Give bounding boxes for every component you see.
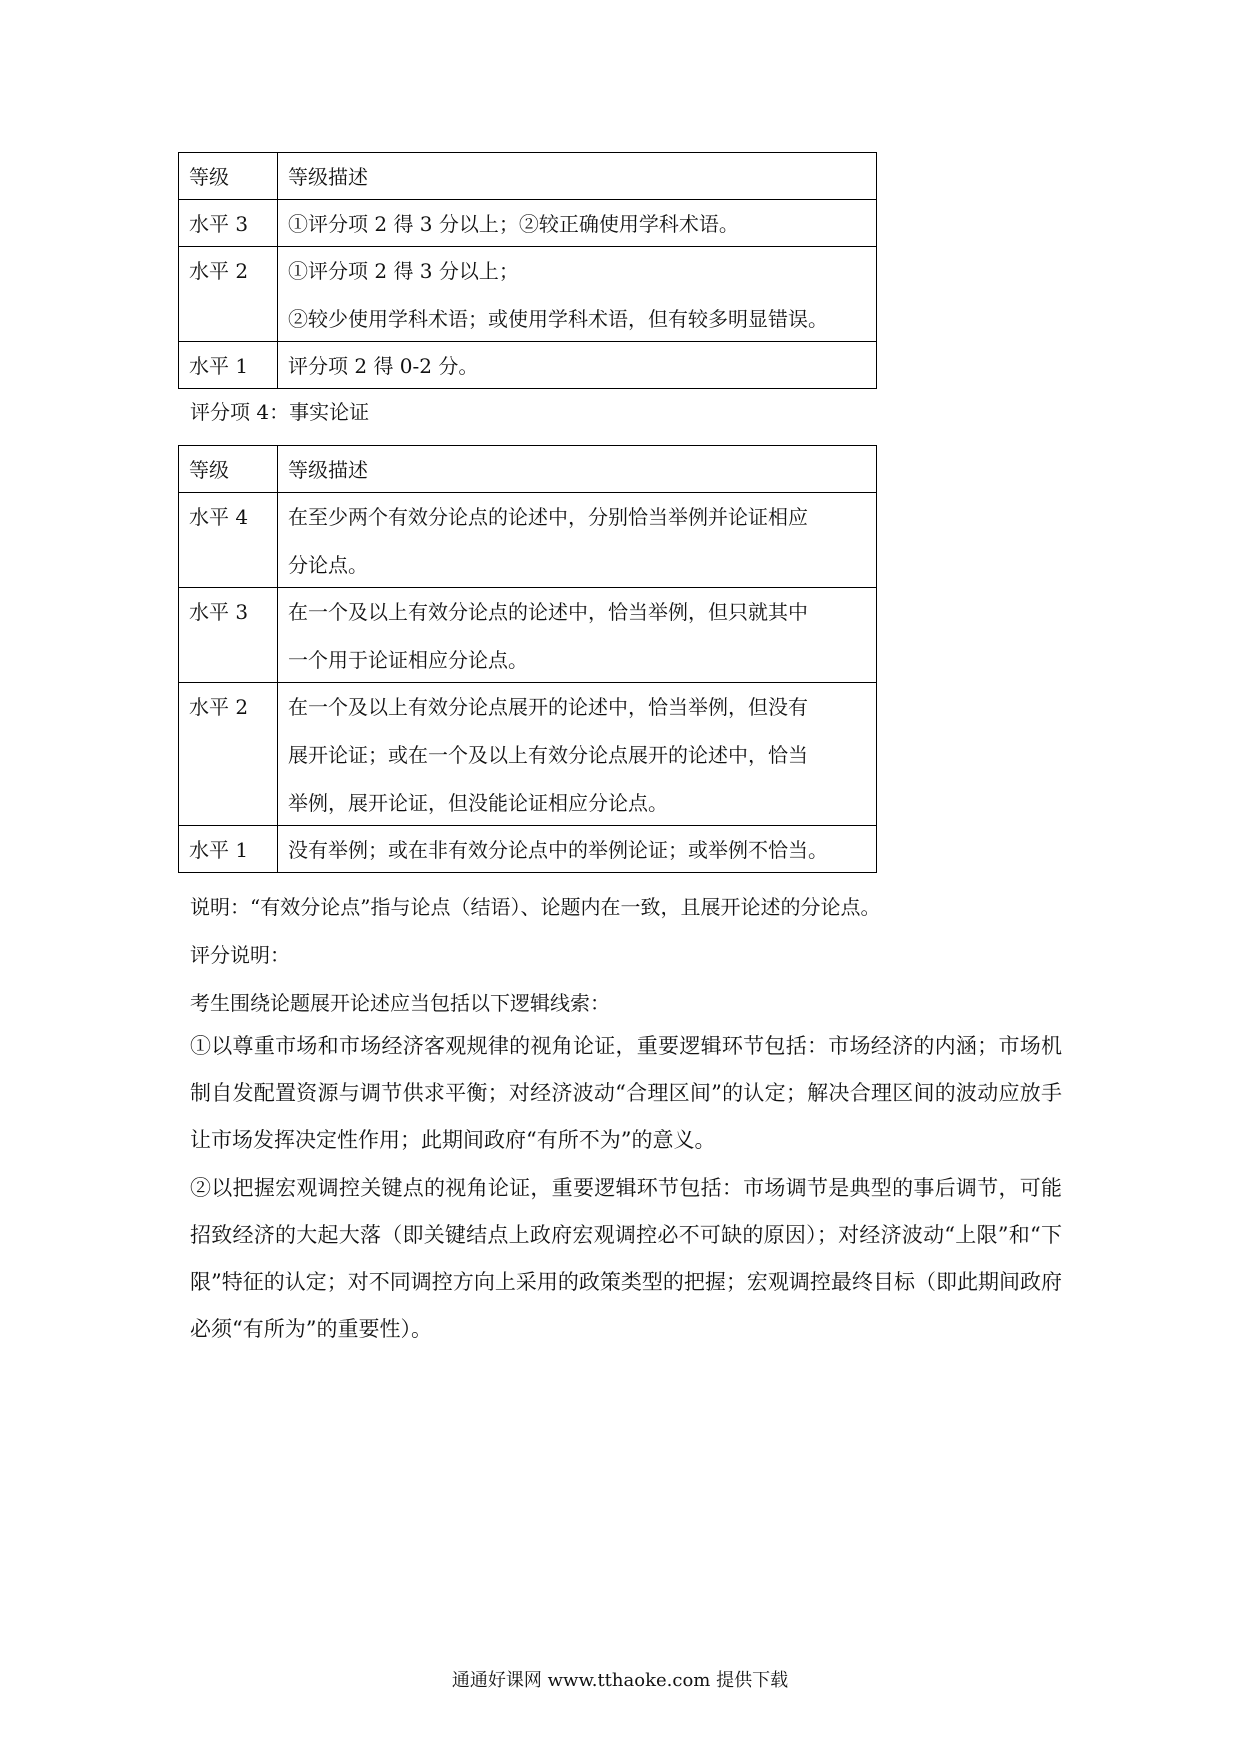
level-cell: 水平 1 bbox=[179, 826, 278, 873]
level-cell: 水平 1 bbox=[179, 342, 278, 389]
note-text: 说明：“有效分论点”指与论点（结语）、论题内在一致，且展开论述的分论点。 bbox=[190, 895, 881, 919]
rubric-table-item3 bbox=[178, 152, 877, 389]
header-level-cell: 等级 bbox=[179, 153, 278, 200]
table-row bbox=[179, 826, 877, 873]
header-desc-cell: 等级描述 bbox=[278, 446, 877, 493]
table-row bbox=[179, 493, 877, 588]
logic-point-2: ②以把握宏观调控关键点的视角论证，重要逻辑环节包括：市场调节是典型的事后调节，可能招致经济的大起大落（即关键结点上政府宏观调控必不可缺的原因）；对经济波动“上限”和“下限”特征的认定；对不同调控方向上采用的政策类型的把握；宏观调控最终目标（即此期间政府必须“有所为”的重要性）。 bbox=[190, 1176, 1062, 1341]
desc-cell: 在一个及以上有效分论点展开的论述中，恰当举例，但没有 展开论证；或在一个及以上有效分论点展开的论述中，恰当 举例，展开论证，但没能论证相应分论点。 bbox=[278, 683, 877, 826]
table-row bbox=[179, 683, 877, 826]
header-desc-cell: 等级描述 bbox=[278, 153, 877, 200]
intro-text: 考生围绕论题展开论述应当包括以下逻辑线索： bbox=[190, 991, 610, 1015]
scoring-title: 评分说明： bbox=[190, 943, 290, 967]
header-level-cell: 等级 bbox=[179, 446, 278, 493]
table-row bbox=[179, 247, 877, 342]
desc-cell: 评分项 2 得 0-2 分。 bbox=[278, 342, 877, 389]
rubric-table-item4 bbox=[178, 445, 877, 873]
desc-cell: ①评分项 2 得 3 分以上；②较正确使用学科术语。 bbox=[278, 200, 877, 247]
level-cell: 水平 2 bbox=[179, 247, 278, 342]
desc-cell: 在一个及以上有效分论点的论述中，恰当举例，但只就其中 一个用于论证相应分论点。 bbox=[278, 588, 877, 683]
level-cell: 水平 2 bbox=[179, 683, 278, 826]
table-header-row bbox=[179, 153, 877, 200]
level-cell: 水平 3 bbox=[179, 200, 278, 247]
table-row bbox=[179, 200, 877, 247]
desc-cell: 没有举例；或在非有效分论点中的举例论证；或举例不恰当。 bbox=[278, 826, 877, 873]
table-row bbox=[179, 588, 877, 683]
level-cell: 水平 4 bbox=[179, 493, 278, 588]
logic-point-1: ①以尊重市场和市场经济客观规律的视角论证，重要逻辑环节包括：市场经济的内涵；市场机制自发配置资源与调节供求平衡；对经济波动“合理区间”的认定；解决合理区间的波动应放手让市场发挥决定性作用；此期间政府“有所不为”的意义。 bbox=[190, 1034, 1062, 1152]
level-cell: 水平 3 bbox=[179, 588, 278, 683]
footer-credit: 通通好课网 www.tthaoke.com 提供下载 bbox=[451, 1670, 789, 1691]
item4-title: 评分项 4：事实论证 bbox=[190, 400, 370, 424]
desc-cell: ①评分项 2 得 3 分以上； ②较少使用学科术语；或使用学科术语，但有较多明显错误。 bbox=[278, 247, 877, 342]
table-header-row bbox=[179, 446, 877, 493]
desc-cell: 在至少两个有效分论点的论述中，分别恰当举例并论证相应 分论点。 bbox=[278, 493, 877, 588]
table-row bbox=[179, 342, 877, 389]
